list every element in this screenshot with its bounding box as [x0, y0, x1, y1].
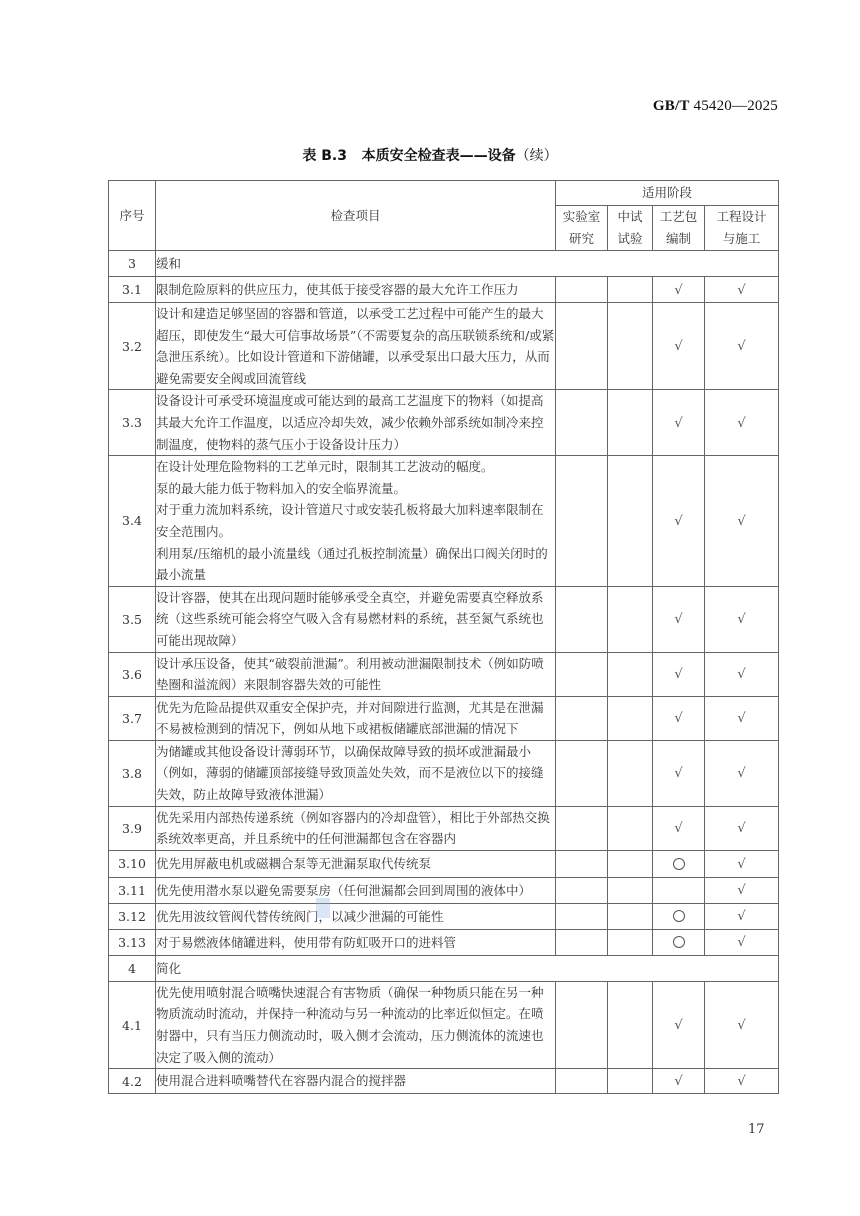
- check-item-text: [156, 1069, 556, 1094]
- check-item-text: [156, 929, 556, 955]
- stage-cell: [608, 903, 653, 929]
- checkmark-icon: √: [737, 883, 746, 899]
- stage-cell: [556, 929, 608, 955]
- stage-cell: [608, 981, 653, 1068]
- table-row: [109, 652, 779, 696]
- table-title: [0, 145, 860, 165]
- check-item-text: [156, 390, 556, 456]
- checkmark-icon: √: [737, 282, 746, 298]
- checkmark-icon: √: [737, 667, 746, 683]
- table-row: [109, 740, 779, 806]
- stage-cell: [705, 277, 779, 303]
- stage-cell: [653, 850, 705, 877]
- circle-icon: [673, 858, 685, 870]
- table-row: [109, 903, 779, 929]
- table-continued: （续）: [515, 148, 558, 164]
- stage-cell: [705, 740, 779, 806]
- safety-checklist-table: [108, 180, 779, 1094]
- checkmark-icon: √: [737, 856, 746, 872]
- stage-cell: [556, 303, 608, 390]
- row-number: 3: [109, 251, 156, 277]
- row-number: 4: [109, 955, 156, 981]
- stage-cell: [653, 929, 705, 955]
- stage-cell: [705, 903, 779, 929]
- checkmark-icon: √: [674, 612, 683, 628]
- table-label: 表 B.3: [302, 148, 347, 164]
- stage-cell: [608, 850, 653, 877]
- table-row: [109, 456, 779, 587]
- column-header-stage-group: 适用阶段: [556, 181, 779, 206]
- checkmark-icon: √: [737, 513, 746, 529]
- table-row: [109, 277, 779, 303]
- check-item-text: [156, 850, 556, 877]
- stage-cell: [653, 456, 705, 587]
- standard-code: [653, 98, 778, 115]
- checkmark-icon: √: [737, 1018, 746, 1034]
- row-number: 3.6: [109, 652, 156, 696]
- stage-cell: [653, 390, 705, 456]
- stage-cell: [556, 806, 608, 850]
- stage-cell: [653, 303, 705, 390]
- stage-cell: [608, 806, 653, 850]
- checkmark-icon: √: [674, 766, 683, 782]
- table-row: [109, 850, 779, 877]
- check-item-line: 优先使用潜水泵以避免需要泵房（任何泄漏都会回到周围的液体中）: [156, 882, 532, 898]
- stage-cell: [556, 696, 608, 740]
- table-body: [109, 251, 779, 1094]
- checkmark-icon: √: [737, 711, 746, 727]
- standard-code-number: 45420—2025: [693, 98, 778, 114]
- section-title: 简化: [156, 955, 779, 981]
- checkmark-icon: √: [674, 513, 683, 529]
- table-row: [109, 586, 779, 652]
- check-item-line: 对于易燃液体储罐进料，使用带有防虹吸开口的进料管: [156, 934, 457, 950]
- check-item-text: [156, 981, 556, 1068]
- table-row: [109, 696, 779, 740]
- checkmark-icon: √: [674, 667, 683, 683]
- stage-cell: [705, 303, 779, 390]
- check-item-line: 限制危险原料的供应压力，使其低于接受容器的最大允许工作压力: [156, 281, 519, 297]
- standard-code-prefix: GB/T: [652, 98, 690, 114]
- stage-cell: [653, 586, 705, 652]
- stage-cell: [556, 277, 608, 303]
- table-row: [109, 390, 779, 456]
- row-number: 4.2: [109, 1069, 156, 1094]
- circle-icon: [673, 936, 685, 948]
- stage-cell: [608, 696, 653, 740]
- stage-cell: [653, 981, 705, 1068]
- watermark-mark: [316, 898, 330, 918]
- checkmark-icon: √: [737, 339, 746, 355]
- row-number: 3.9: [109, 806, 156, 850]
- stage-cell: [705, 806, 779, 850]
- checkmark-icon: √: [674, 1018, 683, 1034]
- check-item-line: 使用混合进料喷嘴替代在容器内混合的搅拌器: [156, 1073, 407, 1089]
- column-header-seq: 序号: [109, 181, 156, 251]
- stage-cell: [705, 652, 779, 696]
- row-number: 3.2: [109, 303, 156, 390]
- section-row: [109, 955, 779, 981]
- table-row: [109, 303, 779, 390]
- stage-cell: [608, 390, 653, 456]
- stage-cell: [608, 1069, 653, 1094]
- stage-cell: [653, 806, 705, 850]
- stage-cell: [556, 877, 608, 903]
- check-item-line: 优先用波纹管阀代替传统阀门，以减少泄漏的可能性: [156, 908, 444, 924]
- stage-cell: [653, 877, 705, 903]
- checkmark-icon: √: [737, 821, 746, 837]
- check-item-line: 在设计处理危险物料的工艺单元时，限制其工艺波动的幅度。: [156, 459, 494, 475]
- row-number: 3.12: [109, 903, 156, 929]
- stage-cell: [608, 586, 653, 652]
- column-header-stage-pilot: 中试 试验: [608, 206, 653, 251]
- stage-cell: [705, 456, 779, 587]
- checkmark-icon: √: [674, 282, 683, 298]
- check-item-line: 设计承压设备，使其“破裂前泄漏”。利用被动泄漏限制技术（例如防喷垫圈和溢流阀）来限制容器失效的可能性: [156, 655, 544, 693]
- stage-cell: [705, 586, 779, 652]
- stage-cell: [556, 903, 608, 929]
- stage-cell: [608, 929, 653, 955]
- stage-cell: [705, 981, 779, 1068]
- page-number: 17: [748, 1122, 765, 1137]
- stage-cell: [608, 740, 653, 806]
- check-item-line: 优先采用内部热传递系统（例如容器内的冷却盘管），相比于外部热交换系统效率更高，并且系统中的任何泄漏都包含在容器内: [156, 809, 550, 847]
- row-number: 3.3: [109, 390, 156, 456]
- check-item-line: 优先用屏蔽电机或磁耦合泵等无泄漏泵取代传统泵: [156, 856, 432, 872]
- row-number: 3.1: [109, 277, 156, 303]
- check-item-line: 泵的最大能力低于物料加入的安全临界流量。: [156, 480, 407, 496]
- row-number: 3.11: [109, 877, 156, 903]
- stage-cell: [556, 456, 608, 587]
- checkmark-icon: √: [737, 935, 746, 951]
- check-item-line: 优先使用喷射混合喷嘴快速混合有害物质（确保一种物质只能在另一种物质流动时流动，并保持一种流动与另一种流动的比率近似恒定。在喷射器中，只有当压力侧流动时，吸入侧才会流动，压力侧流体的流速也决定了吸入侧的流动）: [156, 984, 544, 1065]
- row-number: 3.13: [109, 929, 156, 955]
- row-number: 4.1: [109, 981, 156, 1068]
- check-item-text: [156, 877, 556, 903]
- check-item-line: 对于重力流加料系统，设计管道尺寸或安装孔板将最大加料速率限制在安全范围内。: [156, 502, 544, 539]
- stage-cell: [608, 456, 653, 587]
- section-title: 缓和: [156, 251, 779, 277]
- check-item-line: 为储罐或其他设备设计薄弱环节，以确保故障导致的损坏或泄漏最小（例如，薄弱的储罐顶部接缝导致顶盖处失效，而不是液位以下的接缝失效，防止故障导致液体泄漏）: [156, 743, 544, 803]
- checkmark-icon: √: [674, 415, 683, 431]
- column-header-stage-lab: 实验室 研究: [556, 206, 608, 251]
- checkmark-icon: √: [674, 821, 683, 837]
- stage-cell: [705, 390, 779, 456]
- check-item-text: [156, 806, 556, 850]
- stage-cell: [556, 652, 608, 696]
- stage-cell: [608, 652, 653, 696]
- check-item-line: 利用泵/压缩机的最小流量线（通过孔板控制流量）确保出口阀关闭时的最小流量: [156, 545, 548, 583]
- check-item-text: [156, 903, 556, 929]
- checkmark-icon: √: [737, 415, 746, 431]
- checkmark-icon: √: [737, 766, 746, 782]
- check-item-text: [156, 277, 556, 303]
- stage-cell: [705, 1069, 779, 1094]
- row-number: 3.8: [109, 740, 156, 806]
- check-item-line: 设计容器，使其在出现问题时能够承受全真空，并避免需要真空释放系统（这些系统可能会将空气吸入含有易燃材料的系统，甚至氮气系统也可能出现故障）: [156, 589, 544, 648]
- check-item-text: [156, 303, 556, 390]
- check-item-line: 设计和建造足够坚固的容器和管道，以承受工艺过程中可能产生的最大超压，即使发生“最大可信事故场景”（不需要复杂的高压联锁系统和/或紧急泄压系统）。比如设计管道和下游储罐，以承受泵出口最大压力，从而避免需要安全阀或回流管线: [156, 306, 555, 386]
- check-item-text: [156, 696, 556, 740]
- stage-cell: [653, 1069, 705, 1094]
- checkmark-icon: √: [737, 1074, 746, 1090]
- checkmark-icon: √: [674, 339, 683, 355]
- check-item-text: [156, 586, 556, 652]
- stage-cell: [653, 740, 705, 806]
- stage-cell: [556, 850, 608, 877]
- check-item-text: [156, 740, 556, 806]
- check-item-line: 设备设计可承受环境温度或可能达到的最高工艺温度下的物料（如提高其最大允许工作温度，以适应冷却失效，减少依赖外部系统如制冷来控制温度，使物料的蒸气压小于设备设计压力）: [156, 393, 544, 452]
- stage-cell: [653, 652, 705, 696]
- check-item-text: [156, 456, 556, 587]
- row-number: 3.4: [109, 456, 156, 587]
- table-row: [109, 877, 779, 903]
- table-row: [109, 981, 779, 1068]
- row-number: 3.7: [109, 696, 156, 740]
- check-item-text: [156, 652, 556, 696]
- check-item-line: 优先为危险品提供双重安全保护壳，并对间隙进行监测，尤其是在泄漏不易被检测到的情况下，例如从地下或裙板储罐底部泄漏的情况下: [156, 699, 544, 737]
- column-header-stage-process-package: 工艺包 编制: [653, 206, 705, 251]
- table-header: [109, 181, 779, 251]
- column-header-stage-engineering: 工程设计 与施工: [705, 206, 779, 251]
- stage-cell: [556, 981, 608, 1068]
- checkmark-icon: √: [674, 711, 683, 727]
- stage-cell: [608, 277, 653, 303]
- stage-cell: [608, 877, 653, 903]
- stage-cell: [608, 303, 653, 390]
- column-header-item: 检查项目: [156, 181, 556, 251]
- stage-cell: [705, 696, 779, 740]
- table-row: [109, 1069, 779, 1094]
- stage-cell: [653, 277, 705, 303]
- circle-icon: [673, 910, 685, 922]
- stage-cell: [556, 390, 608, 456]
- stage-cell: [556, 740, 608, 806]
- stage-cell: [556, 586, 608, 652]
- table-row: [109, 806, 779, 850]
- stage-cell: [705, 850, 779, 877]
- checkmark-icon: √: [674, 1074, 683, 1090]
- table-name: 本质安全检查表——设备: [361, 148, 516, 164]
- row-number: 3.10: [109, 850, 156, 877]
- section-row: [109, 251, 779, 277]
- checkmark-icon: √: [737, 612, 746, 628]
- stage-cell: [556, 1069, 608, 1094]
- stage-cell: [705, 877, 779, 903]
- stage-cell: [705, 929, 779, 955]
- row-number: 3.5: [109, 586, 156, 652]
- stage-cell: [653, 696, 705, 740]
- checkmark-icon: √: [737, 909, 746, 925]
- table-row: [109, 929, 779, 955]
- stage-cell: [653, 903, 705, 929]
